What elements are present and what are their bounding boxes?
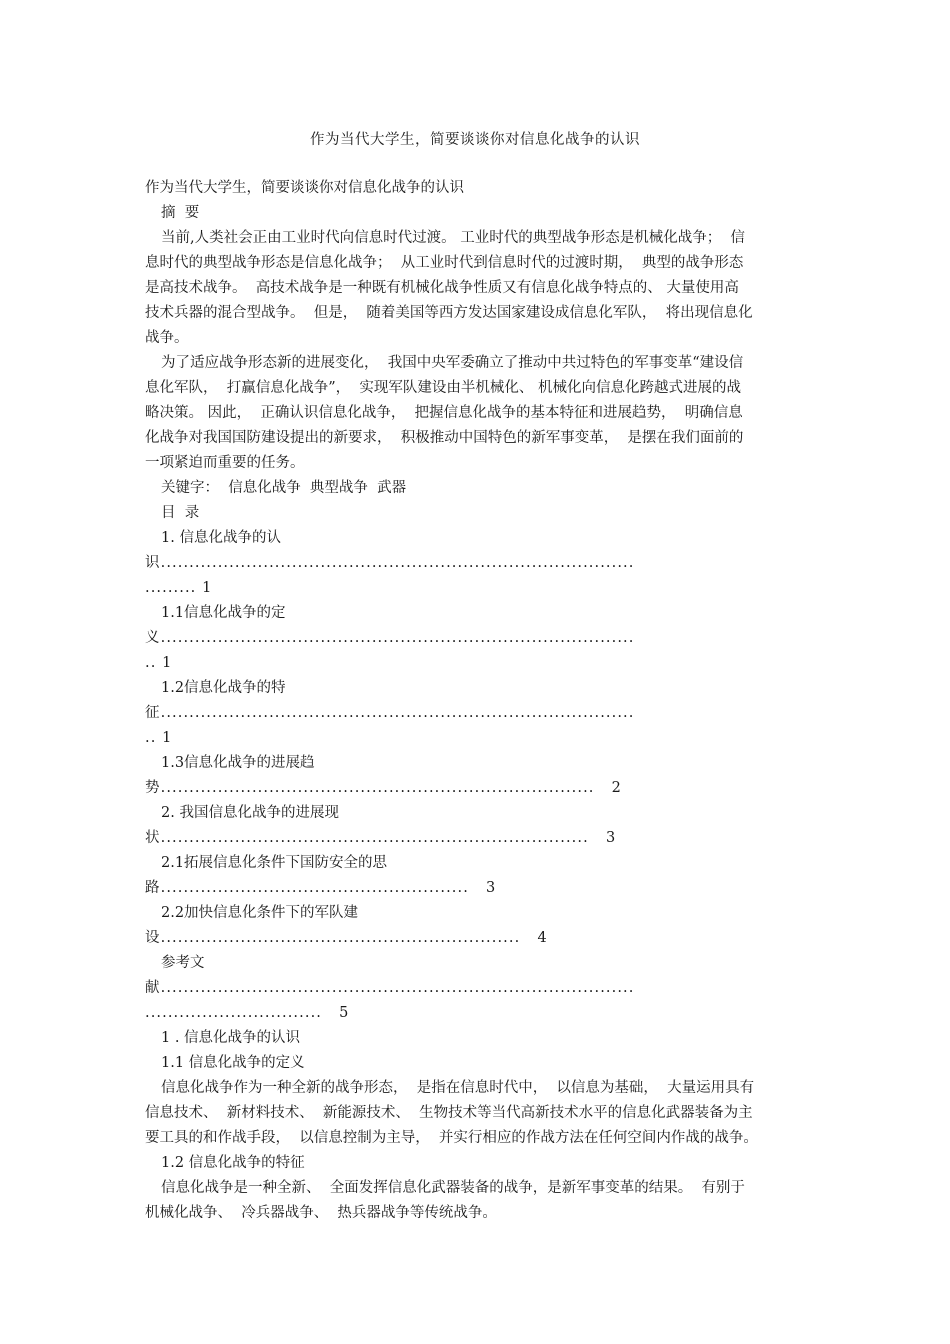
toc-entry-title: 参考文: [161, 955, 205, 971]
toc-leader: ...................................................................................: [160, 705, 635, 721]
toc-leader: ...............................: [145, 1005, 322, 1021]
text-line: 信息技术、 新材料技术、 新能源技术、 生物技术等当代高新技术水平的信息化武器装备为主: [145, 1105, 753, 1121]
text-line: 息时代的典型战争形态是信息化战争； 从工业时代到信息时代的过渡时期， 典型的战争形态: [145, 255, 744, 271]
text-line: 化战争对我国国防建设提出的新要求， 积极推动中国特色的新军事变革， 是摆在我们面前的: [145, 430, 744, 446]
abstract-paragraph-1: [145, 226, 807, 351]
toc-entry[interactable]: [145, 801, 807, 851]
toc-page-number: 1: [162, 655, 173, 671]
toc-leader: ............................................................................: [160, 780, 595, 796]
abstract-paragraph-2: [145, 351, 807, 476]
toc-entry-title: 1.3信息化战争的进展趋: [161, 755, 315, 771]
toc-entry-cont: 征: [145, 705, 161, 721]
toc-entry-cont: 献: [145, 980, 161, 996]
toc-leader: ...................................................................................: [160, 630, 635, 646]
section-1-2-paragraph: [145, 1176, 807, 1226]
toc-entry[interactable]: [145, 601, 807, 676]
toc-entry[interactable]: [145, 951, 807, 1026]
toc-page-number: 1: [202, 580, 213, 596]
text-line: 机械化战争、 冷兵器战争、 热兵器战争等传统战争。: [145, 1205, 497, 1221]
toc-leader: .........: [145, 580, 197, 596]
text-line: 技术兵器的混合型战争。 但是， 随着美国等西方发达国家建设成信息化军队， 将出现信息化: [145, 305, 753, 321]
toc-page-number: 5: [339, 1005, 350, 1021]
text-line: 信息化战争作为一种全新的战争形态， 是指在信息时代中， 以信息为基础， 大量运用具有: [161, 1080, 755, 1096]
toc-entry-title: 2.1拓展信息化条件下国防安全的思: [161, 855, 388, 871]
section-1-1-heading: 1.1 信息化战争的定义: [161, 1055, 305, 1071]
toc-leader: ..: [145, 655, 157, 671]
toc-leader: ......................................................: [160, 880, 469, 896]
toc-page-number: 2: [611, 780, 622, 796]
text-line: 信息化战争是一种全新、 全面发挥信息化武器装备的战争，是新军事变革的结果。 有别于: [161, 1180, 745, 1196]
toc-entry-cont: 义: [145, 630, 161, 646]
section-1-2-heading: 1.2 信息化战争的特征: [161, 1155, 305, 1171]
toc-page-number: 3: [605, 830, 617, 846]
toc-entry[interactable]: [145, 526, 807, 601]
text-line: 一项紧迫而重要的任务。: [145, 455, 305, 471]
toc-page-number: 3: [486, 880, 497, 896]
toc-entry-title: 1.2信息化战争的特: [161, 680, 286, 696]
toc-entry-cont: 识: [145, 555, 161, 571]
heading-line: 作为当代大学生，简要谈谈你对信息化战争的认识: [145, 180, 464, 196]
toc-page-number: 1: [162, 730, 173, 746]
abstract-label: 摘 要: [161, 205, 200, 221]
toc-entry-title: 1.1信息化战争的定: [161, 605, 286, 621]
text-line: 战争。: [145, 330, 189, 346]
text-line: 要工具的和作战手段， 以信息控制为主导， 并实行相应的作战方法在任何空间内作战的战争。: [145, 1130, 758, 1146]
text-line: 息化军队， 打赢信息化战争”， 实现军队建设由半机械化、 机械化向信息化跨越式进展的战: [145, 380, 741, 396]
toc-entry-cont: 设: [145, 930, 161, 946]
document-title: 作为当代大学生，简要谈谈你对信息化战争的认识: [310, 132, 640, 148]
toc-leader: ...............................................................: [160, 930, 521, 946]
toc-entry-cont: 状: [145, 830, 161, 846]
text-line: 为了适应战争形态新的进展变化， 我国中央军委确立了推动中共过特色的军事变革“建设信: [161, 355, 744, 371]
text-line: 是高技术战争。 高技术战争是一种既有机械化战争性质又有信息化战争特点的、 大量使用高: [145, 280, 739, 296]
section-1-1-paragraph: [145, 1076, 807, 1151]
document-body: [145, 176, 807, 1226]
toc-label: 目 录: [161, 505, 200, 521]
section-1-heading: 1 . 信息化战争的认识: [161, 1030, 301, 1046]
toc-entry[interactable]: [145, 751, 807, 801]
toc-entry[interactable]: [145, 676, 807, 751]
toc-entry[interactable]: [145, 901, 807, 951]
toc-leader: ...........................................................................: [160, 830, 589, 846]
toc-entry-title: 2. 我国信息化战争的进展现: [161, 805, 339, 821]
text-line: 当前,人类社会正由工业时代向信息时代过渡。 工业时代的典型战争形态是机械化战争； 信: [161, 230, 745, 246]
toc-leader: ...................................................................................: [160, 980, 635, 996]
toc-leader: ...................................................................................: [160, 555, 635, 571]
toc-entry-cont: 路: [145, 880, 161, 896]
toc-entry-title: 2.2加快信息化条件下的军队建: [161, 905, 359, 921]
table-of-contents: [145, 526, 807, 1026]
toc-leader: ..: [145, 730, 157, 746]
toc-entry-cont: 势: [145, 780, 161, 796]
toc-entry[interactable]: [145, 851, 807, 901]
text-line: 略决策。 因此， 正确认识信息化战争， 把握信息化战争的基本特征和进展趋势， 明确信息: [145, 405, 743, 421]
keywords: 关键字： 信息化战争 典型战争 武器: [161, 480, 407, 496]
toc-page-number: 4: [537, 930, 548, 946]
toc-entry-title: 1. 信息化战争的认: [161, 530, 281, 546]
